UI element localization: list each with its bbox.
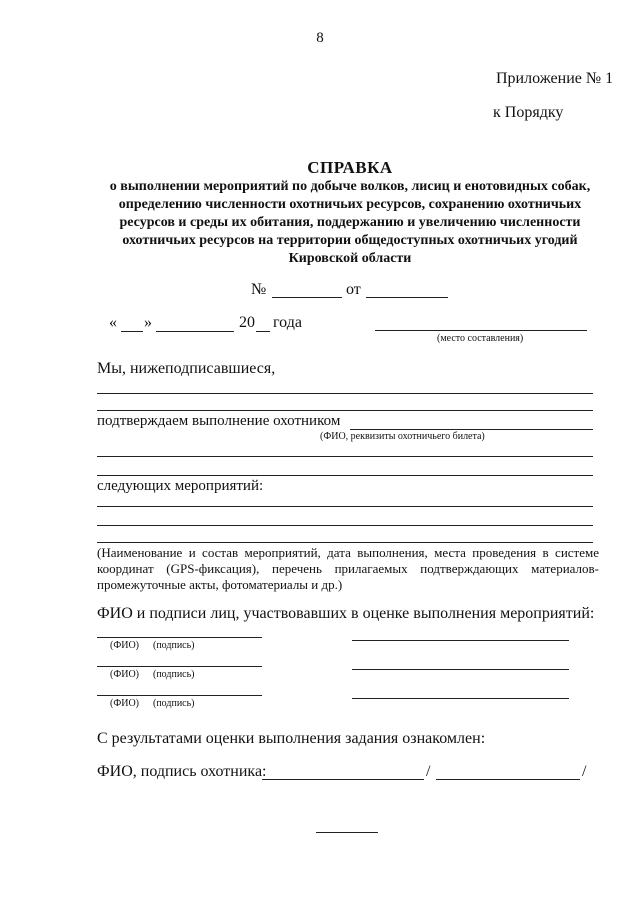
signatory-1-signature-caption: (подпись) bbox=[153, 640, 195, 651]
page-number: 8 bbox=[316, 30, 324, 46]
place-field-line[interactable] bbox=[375, 330, 587, 331]
slash-2: / bbox=[582, 763, 587, 780]
slash-1: / bbox=[426, 763, 431, 780]
signatory-3-fio-caption: (ФИО) bbox=[110, 698, 140, 709]
quote-close: » bbox=[144, 314, 152, 331]
signatory-1-signature-line[interactable] bbox=[352, 640, 569, 641]
signatory-3-signature-line[interactable] bbox=[352, 698, 569, 699]
number-field-line[interactable] bbox=[272, 297, 342, 298]
hunter-fio-line[interactable] bbox=[262, 779, 424, 780]
signatories-heading: ФИО и подписи лиц, участвовавших в оценке выполнения мероприятий: bbox=[97, 605, 595, 622]
hunter-line-3[interactable] bbox=[97, 475, 593, 476]
quote-open: « bbox=[109, 314, 117, 331]
appendix-label: Приложение № 1 bbox=[496, 70, 614, 87]
signatory-3-fio-line[interactable] bbox=[97, 695, 262, 696]
hunter-sign-line[interactable] bbox=[436, 779, 580, 780]
signatory-1-fio-line[interactable] bbox=[97, 637, 262, 638]
from-label: от bbox=[346, 281, 361, 298]
undersigned-line-2[interactable] bbox=[97, 410, 593, 411]
number-label: № bbox=[251, 281, 267, 298]
document-title: СПРАВКА bbox=[307, 158, 393, 177]
signatory-2-fio-caption: (ФИО) bbox=[110, 669, 140, 680]
measures-line-1[interactable] bbox=[97, 506, 593, 507]
place-caption: (место составления) bbox=[437, 333, 524, 344]
hunter-signature-label: ФИО, подпись охотника: bbox=[97, 763, 267, 780]
confirm-label: подтверждаем выполнение охотником bbox=[97, 413, 341, 429]
year-field-line[interactable] bbox=[256, 331, 270, 332]
end-divider bbox=[316, 832, 378, 833]
hunter-field-line[interactable] bbox=[350, 429, 593, 430]
results-acquainted-label: С результатами оценки выполнения задания ознакомлен: bbox=[97, 730, 486, 747]
hunter-caption: (ФИО, реквизиты охотничьего билета) bbox=[320, 431, 485, 442]
year-prefix: 20 bbox=[239, 314, 255, 331]
year-suffix: года bbox=[273, 314, 302, 331]
signatory-2-fio-line[interactable] bbox=[97, 666, 262, 667]
day-field-line[interactable] bbox=[121, 331, 143, 332]
measures-note: (Наименование и состав мероприятий, дата выполнения, места проведения в системе координат (GPS-фиксация), перечень прилагаемых подтверждающих материалов-промежуточные акты, фотоматериалы и др.) bbox=[97, 545, 599, 592]
from-field-line[interactable] bbox=[366, 297, 448, 298]
undersigned-line-1[interactable] bbox=[97, 393, 593, 394]
signatory-1-fio-caption: (ФИО) bbox=[110, 640, 140, 651]
signatory-2-signature-caption: (подпись) bbox=[153, 669, 195, 680]
document-subtitle: о выполнении мероприятий по добыче волков, лисиц и енотовидных собак, определению численности охотничьих ресурсов, сохранению охотничьих ресурсов и среды их обитания, поддержанию и увеличению численности охотничьих ресурсов на территории общедоступных охотничьих угодий Кировской области bbox=[109, 179, 591, 266]
signatory-2-signature-line[interactable] bbox=[352, 669, 569, 670]
hunter-line-2[interactable] bbox=[97, 456, 593, 457]
month-field-line[interactable] bbox=[156, 331, 234, 332]
measures-line-2[interactable] bbox=[97, 525, 593, 526]
measures-line-3[interactable] bbox=[97, 542, 593, 543]
we-undersigned-label: Мы, нижеподписавшиеся, bbox=[97, 360, 276, 377]
signatory-3-signature-caption: (подпись) bbox=[153, 698, 195, 709]
order-reference: к Порядку bbox=[493, 104, 564, 121]
following-measures-label: следующих мероприятий: bbox=[97, 478, 264, 494]
